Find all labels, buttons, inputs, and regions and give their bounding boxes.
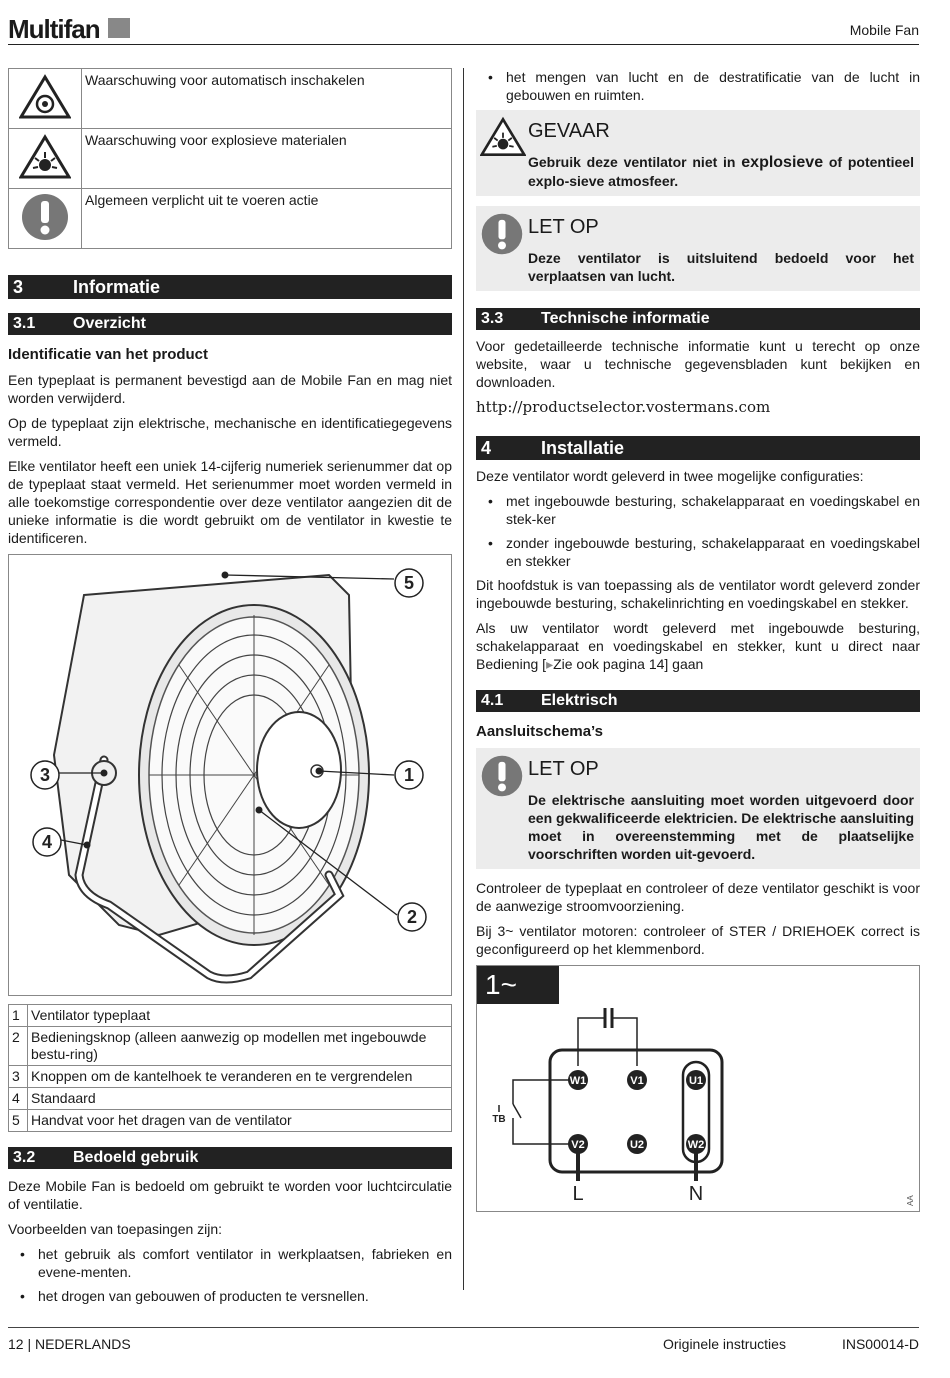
page-header [8, 10, 919, 45]
symbol-row [9, 129, 452, 189]
wiring-diagrams-heading: Aansluitschema’s [476, 723, 603, 740]
explosive-warning-icon [9, 129, 82, 189]
section-4-heading: 4 Installatie [476, 436, 920, 460]
danger-body: Gebruik deze ventilator niet in explosieve of potentieel explo-sieve atmosfeer. [528, 154, 914, 189]
ident-paragraph-3: Elke ventilator heeft een uniek 14-cijferig numeriek serienummer dat op de typeplaat staat vermeld. Het serienummer moet worden vermeld in alle toekomstige correspondentie over deze ventilator aangezien dit de unieke informatie is die wordt gebruikt om de ventilator in kwestie te identificeren. [8, 458, 452, 546]
mandatory-action-icon [9, 189, 82, 249]
section-3-1-heading: 3.1 Overzicht [8, 313, 452, 335]
section-3-heading: 3 Informatie [8, 275, 452, 299]
explosive-warning-icon [480, 116, 526, 161]
mandatory-action-icon [480, 754, 524, 801]
section-3-3-heading: 3.3 Technische informatie [476, 308, 920, 330]
list-item: • zonder ingebouwde besturing, schakelapparaat en voedingskabel en stekker [476, 534, 920, 570]
terminal-w1: W1 [569, 1075, 587, 1087]
symbol-text: Algemeen verplicht uit te voeren actie [82, 189, 452, 249]
install-paragraph-3: Als uw ventilator wordt geleverd met ingebouwde besturing, schakelapparaat en voedingskabel en stekker, kunt u direct naar Bediening [▸Zie ook pagina 14] gaan [476, 620, 920, 672]
callout-3: 3 [39, 765, 51, 785]
use-examples-list [8, 1245, 452, 1305]
configurations-list [476, 492, 920, 570]
triangle-right-icon: ▸ [546, 656, 554, 672]
danger-notice [476, 110, 920, 196]
symbol-row [9, 189, 452, 249]
figure-legend-table [8, 1004, 452, 1132]
electrical-caution-title: LET OP [528, 758, 599, 780]
legend-row: 5 Handvat voor het dragen van de ventilator [9, 1110, 452, 1132]
electrical-paragraph-1: Controleer de typeplaat en controleer of deze ventilator geschikt is voor de aanwezige stroomvoorziening. [476, 880, 920, 914]
electrical-caution-notice [476, 748, 920, 869]
neutral-label: N [688, 1183, 704, 1205]
list-item: • het mengen van lucht en de destratificatie van de lucht in gebouwen en ruimten. [476, 68, 920, 104]
callout-1: 1 [403, 765, 415, 785]
examples-intro: Voorbeelden van toepasingen zijn: [8, 1221, 223, 1237]
ident-paragraph-1: Een typeplaat is permanent bevestigd aan de Mobile Fan en mag niet worden verwijderd. [8, 372, 452, 406]
diagram-code: AA [906, 1195, 915, 1206]
document-code: INS00014-D [841, 1336, 919, 1352]
intended-use-paragraph: Deze Mobile Fan is bedoeld om gebruikt te worden voor luchtcirculatie of ventilatie. [8, 1178, 452, 1212]
document-title: Mobile Fan [849, 22, 919, 38]
caution-body: Deze ventilator is uitsluitend bedoeld voor het verplaatsen van lucht. [528, 250, 914, 284]
single-phase-label: 1~ [477, 966, 559, 1004]
auto-start-warning-icon [9, 69, 82, 129]
callout-2: 2 [406, 907, 418, 927]
page-number: 12 | NEDERLANDS [8, 1336, 131, 1352]
symbol-row [9, 69, 452, 129]
brand-logo-mark-icon [108, 18, 130, 38]
electrical-paragraph-2: Bij 3~ ventilator motoren: controleer of STER / DRIEHOEK correct is geconfigureerd op het klemmenbord. [476, 923, 920, 957]
tech-info-paragraph: Voor gedetailleerde technische informatie kunt u terecht op onze website, waar u technische gegevensbladen kunt bekijken en downloaden. [476, 338, 920, 390]
list-item: • het gebruik als comfort ventilator in werkplaatsen, fabrieken en evene-menten. [8, 1245, 452, 1281]
terminal-v1: V1 [630, 1075, 644, 1087]
symbol-text: Waarschuwing voor automatisch inschakelen [82, 69, 452, 129]
terminal-u1: U1 [688, 1075, 704, 1087]
product-selector-link[interactable]: http://productselector.vostermans.com [476, 398, 771, 416]
see-also-link[interactable]: ▸Zie ook pagina 14 [546, 656, 665, 672]
terminal-u2: U2 [629, 1139, 645, 1151]
right-column [476, 68, 920, 1212]
line-label: L [572, 1183, 584, 1205]
column-divider [463, 68, 464, 1290]
ident-paragraph-2: Op de typeplaat zijn elektrische, mechanische en identificatiegegevens vermeld. [8, 415, 452, 449]
legend-row: 2 Bedieningsknop (alleen aanwezig op modellen met ingebouwde bestu-ring) [9, 1027, 452, 1066]
caution-notice [476, 206, 920, 291]
danger-title: GEVAAR [528, 120, 610, 142]
section-3-2-heading: 3.2 Bedoeld gebruik [8, 1147, 452, 1169]
page-footer [8, 1327, 919, 1352]
use-examples-list-continued [476, 68, 920, 104]
left-column [8, 68, 452, 1311]
mandatory-action-icon [480, 212, 524, 259]
install-paragraph-2: Dit hoofdstuk is van toepassing als de ventilator wordt geleverd zonder ingebouwde besturing, schakelinrichting en voedingskabel en stekker. [476, 577, 920, 611]
footer-center: Originele instructies [663, 1336, 786, 1352]
caution-title: LET OP [528, 216, 599, 238]
terminal-w2: W2 [687, 1139, 705, 1151]
symbol-text: Waarschuwing voor explosieve materialen [82, 129, 452, 189]
wiring-diagram [476, 965, 920, 1212]
symbols-table [8, 68, 452, 249]
identification-heading: Identificatie van het product [8, 346, 209, 363]
electrical-caution-body: De elektrische aansluiting moet worden uitgevoerd door een gekwalificeerde elektricien. De elektrische aansluiting moet in overeenstemming met de plaatselijke voorschriften worden uit-gevoerd. [528, 792, 914, 862]
legend-row: 3 Knoppen om de kantelhoek te veranderen en te vergrendelen [9, 1066, 452, 1088]
callout-5: 5 [403, 573, 415, 593]
terminal-v2: V2 [571, 1139, 585, 1151]
thermal-switch-label: TB [492, 1114, 506, 1125]
list-item: • met ingebouwde besturing, schakelapparaat en voedingskabel en stek-ker [476, 492, 920, 528]
legend-row: 4 Standaard [9, 1088, 452, 1110]
install-intro: Deze ventilator wordt geleverd in twee mogelijke configuraties: [476, 468, 864, 484]
section-4-1-heading: 4.1 Elektrisch [476, 690, 920, 712]
mobile-fan-illustration [8, 554, 452, 996]
list-item: • het drogen van gebouwen of producten te versnellen. [8, 1287, 452, 1305]
brand-logo: Multifan [8, 14, 100, 44]
callout-4: 4 [41, 832, 53, 852]
legend-row: 1 Ventilator typeplaat [9, 1005, 452, 1027]
